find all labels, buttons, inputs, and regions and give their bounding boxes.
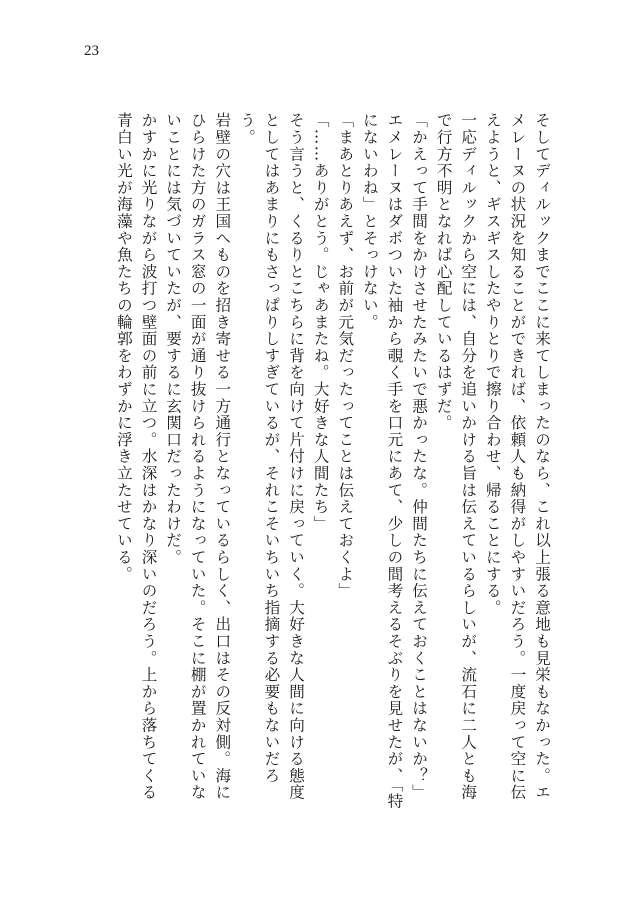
page-number: 23 [84,43,99,59]
paragraph: そしてディルックまでここに来てしまったのなら、これ以上張る意地も見栄もなかった。エメレーヌの状況を知ることができれば、依頼人も納得がしやすいだろう。一度戻って空に伝えようと、ギスギスしたやりとりで擦り合わせ、帰ることにする。 [483,112,551,801]
paragraph: そう言うと、くるりとこちらに背を向けて片付けに戻っていく。大好きな人間に向ける態度としてはあまりにもさっぱりしすぎているが、それこそいちいち指摘する必要もないだろう。 [237,112,306,801]
paragraph: 岩壁の穴は王国へものを招き寄せる一方通行となっているらしく、出口はその反対側。海にひらけた方のガラス窓の一面が通り抜けられるようになっていた。そこに棚が置かれていないことには気づいていたが、要するに玄関口だったわけだ。 [164,112,232,801]
paragraph: 「かえって手間をかけさせたみたいで悪かったな。仲間たちに伝えておくことはないか？」 [410,112,429,801]
paragraph: かすかに光りながら波打つ壁面の前に立つ。水深はかなり深いのだろう。上から落ちてくる青白い光が海藻や魚たちの輪郭をわずかに浮き立たせている。 [114,112,158,801]
vertical-text-body [94,112,554,812]
paragraph: エメレーヌはダボついた袖から覗く手を口元にあて、少しの間考えるそぶりを見せたが、「特にないわね」とそっけない。 [360,112,404,810]
paragraph: 「まあとりあえず、お前が元気だったってことは伝えておくよ」 [336,112,355,600]
paragraph: 「……ありがとう。じゃあまたね。大好きな人間たち」 [311,112,330,532]
paragraph: 一応ディルックから空には、自分を追いかける旨は伝えているらしいが、流石に二人とも海で行方不明となれば心配しているはずだ。 [434,112,478,801]
